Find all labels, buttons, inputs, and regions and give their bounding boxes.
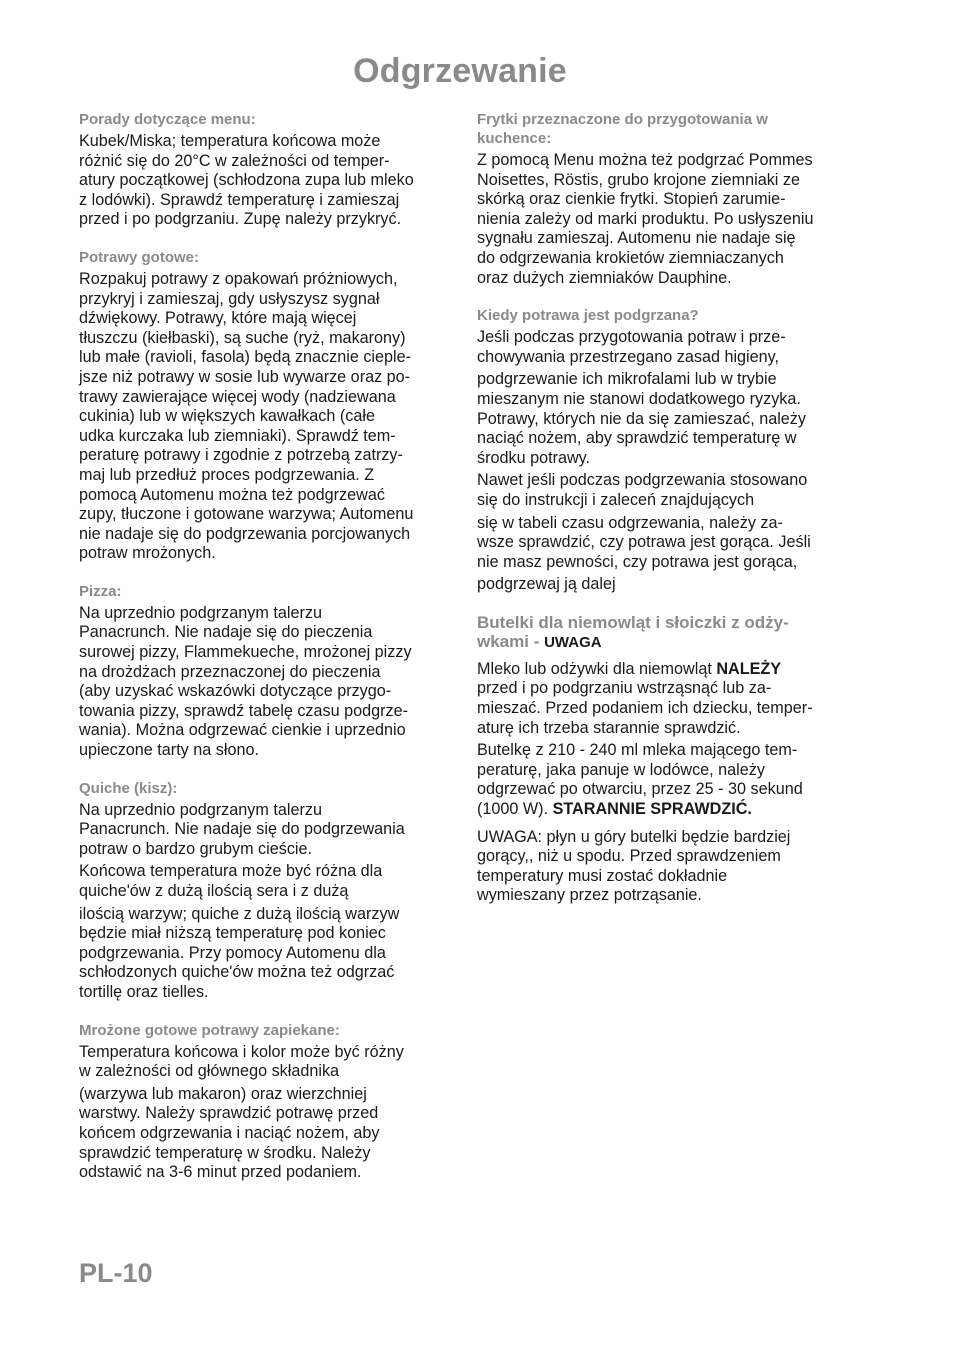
- section-text: podgrzewaj ją dalej: [477, 575, 616, 594]
- emphasis-text: STARANNIE SPRAWDZIĆ.: [552, 800, 752, 819]
- page-number: PL-10: [79, 1258, 153, 1288]
- section-text: UWAGA: płyn u góry butelki będzie bardziej gorący,, niż u spodu. Przed sprawdzeniem temperatury musi zostać dokładnie wymieszany przez potrząsanie.: [477, 827, 791, 905]
- section-heading: [477, 613, 849, 652]
- emphasis-text: NALEŻY: [716, 659, 782, 678]
- when-heated-section: [477, 306, 849, 595]
- baby-bottles-section: [477, 613, 849, 906]
- section-heading: Quiche (kisz):: [79, 779, 178, 797]
- section-text: Jeśli podczas przygotowania potraw i prze- chowywania przestrzegano zasad higieny,: [477, 328, 786, 366]
- section-text: Nawet jeśli podczas podgrzewania stosowano się do instrukcji i zaleceń znajdujących: [477, 471, 808, 509]
- warning-label: UWAGA: [544, 633, 602, 651]
- fries-section: [477, 110, 849, 288]
- section-text: [477, 741, 849, 819]
- section-text: podgrzewanie ich mikrofalami lub w trybie mieszanym nie stanowi dodatkowego ryzyka. Potrawy, których nie da się zamieszać, należy naciąć nożem, aby sprawdzić temperaturę w środku potrawy.: [477, 370, 806, 467]
- section-heading: Pizza:: [79, 582, 122, 600]
- section-text: (warzywa lub makaron) oraz wierzchniej warstwy. Należy sprawdzić potrawę przed końcem odgrzewania i naciąć nożem, aby sprawdzić temperaturę w środku. Należy odstawić na 3-6 minut przed podaniem.: [79, 1084, 380, 1182]
- section-text: Temperatura końcowa i kolor może być różny w zależności od głównego składnika: [79, 1042, 404, 1081]
- pizza-section: [79, 582, 449, 761]
- section-heading: Kiedy potrawa jest podgrzana?: [477, 307, 699, 325]
- section-text: Z pomocą Menu można też podgrzać Pommes Noisettes, Röstis, grubo krojone ziemniaki ze skórką oraz cienkie frytki. Stopień zarumie- nienia zależy od marki produktu. Po usłyszeniu sygnału zamieszaj. Automenu nie nadaje się do odgrzewania krokietów ziemniaczanych oraz dużych ziemniaków Dauphine.: [477, 151, 814, 287]
- right-column: [477, 108, 849, 924]
- quiche-section: [79, 779, 449, 1003]
- section-text: się w tabeli czasu odgrzewania, należy za- wsze sprawdzić, czy potrawa jest gorąca. Jeśli nie masz pewności, czy potrawa jest gorąca,: [477, 513, 811, 571]
- section-heading: Potrawy gotowe:: [79, 248, 200, 266]
- section-text: Na uprzednio podgrzanym talerzu Panacrunch. Nie nadaje się do pieczenia surowej pizzy, Flammekueche, mrożonej pizzy na drożdżach przeznaczonej do pieczenia (aby uzyskać wskazówki dotyczące przygo- towania pizzy, sprawdź tabelę czasu podgrze- wania). Można odgrzewać cienkie i uprzednio upieczone tarty na słono.: [79, 603, 412, 760]
- section-heading: Mrożone gotowe potrawy zapiekane:: [79, 1021, 340, 1039]
- section-text: Kubek/Miska; temperatura końcowa może różnić się do 20°C w zależności od temper- atury początkowej (schłodzona zupa lub mleko z lodówki). Sprawdź temperaturę i zamieszaj przed i po podgrzaniu. Zupę należy przykryć.: [79, 132, 414, 229]
- section-heading: Porady dotyczące menu:: [79, 111, 256, 128]
- text-run: Butelkę z 210 - 240 ml mleka mającego tem- peraturę, jaka panuje w lodówce, należy odgrzewać po otwarciu, przez 25 - 30 sekund (1000 W).: [477, 741, 803, 819]
- section-text: Rozpakuj potrawy z opakowań próżniowych, przykryj i zamieszaj, gdy usłyszysz sygnał dźwiękowy. Potrawy, które mają więcej tłuszczu (kiełbaski), są suche (ryż, makarony) lub małe (ravioli, fasola) będą znacznie cieple- jsze niż potrawy w sosie lub wywarze oraz po- trawy zawierające więcej wody (nadziewana cukinia) lub w większych kawałkach (całe udka kurczaka lub ziemniaki). Sprawdź tem- peraturę potrawy i zgodnie z potrzebą zatrzy- maj lub przedłuż proces podgrzewania. Z pomocą Automenu można też podgrzewać zupy, tłuczone i gotowane warzywa; Automenu nie nadaje się do podgrzewania porcjowanych potraw mrożonych.: [79, 269, 414, 563]
- menu-tips-section: [79, 110, 449, 230]
- frozen-gratin-section: [79, 1021, 449, 1183]
- section-text: Na uprzednio podgrzanym talerzu Panacrunch. Nie nadaje się do podgrzewania potraw o bardzo grubym cieście.: [79, 800, 405, 858]
- section-text: Końcowa temperatura może być różna dla quiche'ów z dużą ilością sera i z dużą: [79, 862, 383, 900]
- text-run: Mleko lub odżywki dla niemowląt: [477, 659, 717, 678]
- heading-text: Butelki dla niemowląt i słoiczki z odży- wkami -: [477, 612, 789, 651]
- section-text: ilością warzyw; quiche z dużą ilością warzyw będzie miał niższą temperaturę pod koniec podgrzewania. Przy pomocy Automenu dla schłodzonych quiche'ów można też odgrzać tortillę oraz tielles.: [79, 904, 400, 1001]
- section-text: [477, 660, 849, 738]
- page-title: Odgrzewanie: [353, 52, 567, 90]
- section-heading: Frytki przeznaczone do przygotowania w kuchence:: [477, 111, 768, 147]
- ready-meals-section: [79, 248, 449, 564]
- left-column: [79, 108, 449, 1201]
- text-run: przed i po podgrzaniu wstrząsnąć lub za- mieszać. Przed podaniem ich dziecku, temper- aturę ich trzeba starannie sprawdzić.: [477, 679, 813, 737]
